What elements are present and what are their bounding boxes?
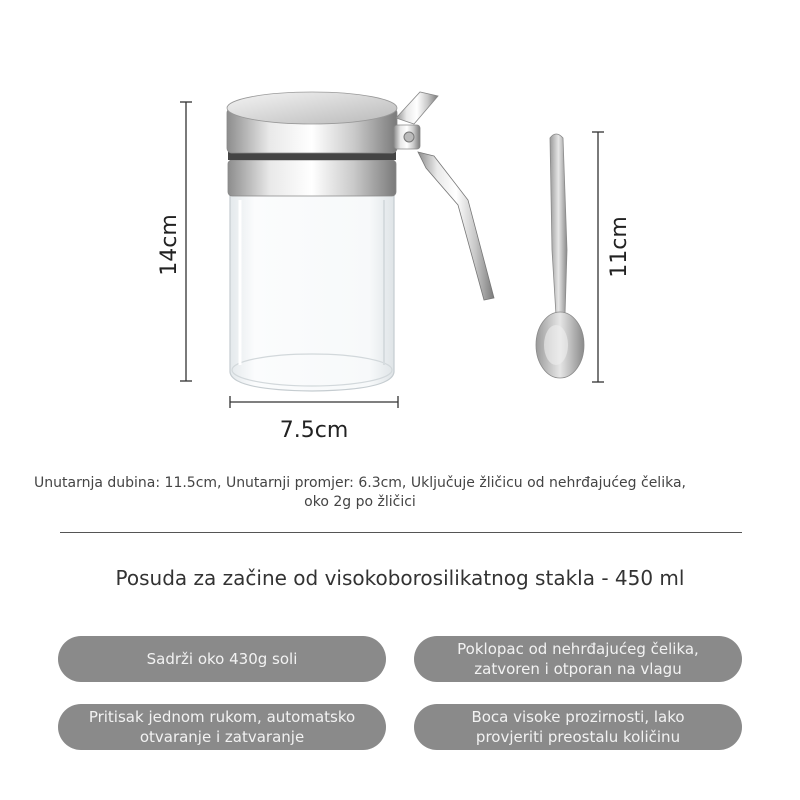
dimension-height-spoon: [592, 132, 604, 382]
feature-pill-one-hand: [58, 704, 386, 750]
glass-jar-icon: [227, 92, 494, 391]
divider: [60, 532, 742, 533]
label-jar-height: 14cm: [157, 214, 182, 276]
feature-text: Pritisak jednom rukom, automatsko otvaranje i zatvaranje: [88, 708, 356, 746]
product-title: Posuda za začine od visokoborosilikatnog stakla - 450 ml: [115, 566, 685, 590]
label-jar-width: 7.5cm: [279, 418, 349, 443]
feature-pill-capacity: [58, 636, 386, 682]
feature-pill-transparency: [414, 704, 742, 750]
feature-text: Sadrži oko 430g soli: [146, 650, 298, 668]
dimension-width-jar: [230, 396, 398, 408]
stainless-spoon-icon: [536, 134, 584, 378]
inner-dimensions-note: Unutarnja dubina: 11.5cm, Unutarnji promjer: 6.3cm, Uključuje žličicu od nehrđajućeg čelika, oko 2g po žličici: [34, 475, 686, 510]
feature-pill-lid: [414, 636, 742, 682]
feature-text: Poklopac od nehrđajućeg čelika, zatvoren i otporan na vlagu: [457, 640, 699, 678]
feature-text: Boca visoke prozirnosti, lako provjeriti preostalu količinu: [471, 708, 685, 746]
label-spoon-height: 11cm: [607, 216, 632, 278]
